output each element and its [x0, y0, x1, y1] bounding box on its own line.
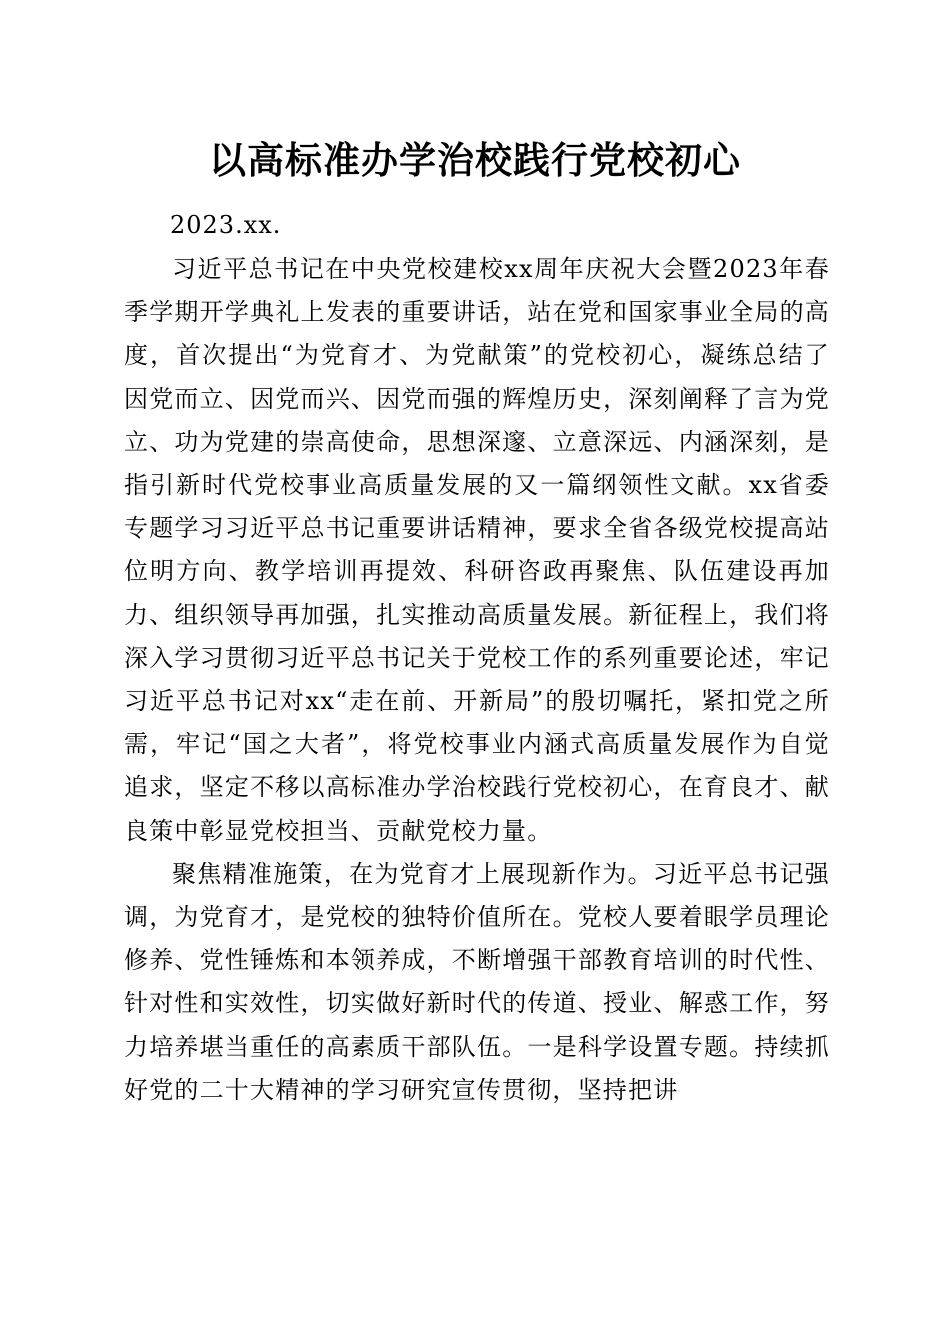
document-title: 以高标准办学治校践行党校初心: [209, 138, 741, 182]
paragraph: 习近平总书记在中央党校建校xx周年庆祝大会暨2023年春季学期开学典礼上发表的重要讲话，站在党和国家事业全局的高度，首次提出“为党育才、为党献策”的党校初心，凝练总结了因党而立、因党而兴、因党而强的辉煌历史，深刻阐释了言为党立、功为党建的崇高使命，思想深邃、立意深远、内涵深刻，是指引新时代党校事业高质量发展的又一篇纲领性文献。xx省委专题学习习近平总书记重要讲话精神，要求全省各级党校提高站位明方向、教学培训再提效、科研咨政再聚焦、队伍建设再加力、组织领导再加强，扎实推动高质量发展。新征程上，我们将深入学习贯彻习近平总书记关于党校工作的系列重要论述，牢记习近平总书记对xx“走在前、开新局”的殷切嘱托，紧扣党之所需，牢记“国之大者”，将党校事业内涵式高质量发展作为自觉追求，坚定不移以高标准办学治校践行党校初心，在育良才、献良策中彰显党校担当、贡献党校力量。: [124, 255, 830, 845]
document-date: 2023.xx.: [170, 211, 282, 239]
document-body: [124, 248, 830, 1112]
paragraph: 聚焦精准施策，在为党育才上展现新作为。习近平总书记强调，为党育才，是党校的独特价值所在。党校人要着眼学员理论修养、党性锤炼和本领养成，不断增强干部教育培训的时代性、针对性和实效性，切实做好新时代的传道、授业、解惑工作，努力培养堪当重任的高素质干部队伍。一是科学设置专题。持续抓好党的二十大精神的学习研究宣传贯彻，坚持把讲: [124, 859, 830, 1104]
